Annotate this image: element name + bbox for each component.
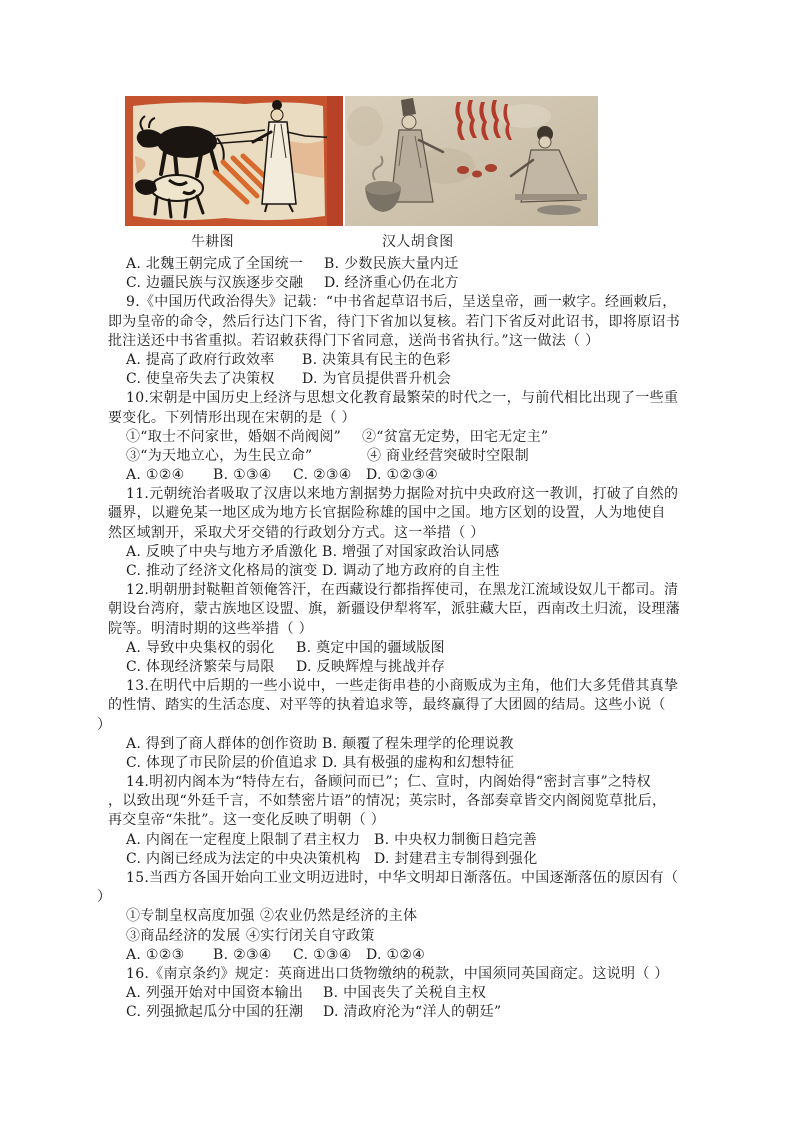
option-c: C. ①③④ bbox=[293, 946, 352, 963]
question-14-stem: 再交皇帝“朱批”。这一变化反映了明朝（ ） bbox=[108, 812, 386, 829]
question-11-stem: 疆界，以避免某一地区成为地方长官据险称雄的国中之国。地方区划的设置，人为地使自 bbox=[108, 505, 666, 522]
option-b: B. 中国丧失了关税自主权 bbox=[323, 985, 487, 1002]
option-d: D. 经济重心仍在北方 bbox=[324, 275, 459, 292]
option-c: C. 体现经济繁荣与局限 bbox=[126, 658, 275, 675]
question-9-stem: 9.《中国历代政治得失》记载：“中书省起草诏书后，呈送皇帝，画一敕字。经画敕后， bbox=[126, 294, 677, 311]
option-d: D. 调动了地方政府的自主性 bbox=[322, 563, 500, 579]
option-a: A. ①②④ bbox=[126, 467, 185, 484]
option-c: C. ②③④ bbox=[293, 467, 352, 484]
question-13-stem: 的性情、踏实的生活态度、对平等的执着追求等，最终赢得了大团圆的结局。这些小说（ bbox=[108, 697, 666, 714]
statement-1: ①“取士不问家世，婚姻不尚阀阅” bbox=[126, 428, 342, 445]
option-c: C. 体现了市民阶层的价值追求 bbox=[126, 754, 318, 771]
option-c: C. 内阁已经成为法定的中央决策机构 bbox=[126, 850, 361, 867]
option-c: C. 使皇帝失去了决策权 bbox=[126, 371, 275, 388]
question-12-stem: 院等。明清时期的这些举措（ ） bbox=[108, 620, 313, 637]
question-10-stem: 10.宋朝是中国历史上经济与思想文化教育最繁荣的时代之一，与前代相比出现了一些重 bbox=[126, 390, 679, 407]
figure-caption-ox-plowing: 牛耕图 bbox=[191, 234, 234, 250]
option-a: A. ①②③ bbox=[126, 946, 185, 963]
question-16-stem: 16.《南京条约》规定：英商进出口货物缴纳的税款，中国须同英国商定。这说明（ ） bbox=[126, 965, 669, 982]
statement-1: ①专制皇权高度加强 bbox=[126, 908, 255, 925]
question-9-options-row bbox=[0, 370, 794, 389]
option-b: B. 增强了对国家政治认同感 bbox=[322, 543, 500, 560]
question-14-options-row bbox=[0, 831, 794, 850]
question-9-options-row bbox=[0, 351, 794, 370]
question-12-stem: 朝设台湾府，蒙古族地区设盟、旗，新疆设伊犁将军，派驻藏大臣，西南改土归流，设理藩 bbox=[108, 601, 680, 618]
question-15-statements-row bbox=[0, 927, 794, 946]
option-d: D. 为官员提供晋升机会 bbox=[302, 371, 452, 388]
statement-2: ②农业仍然是经济的主体 bbox=[260, 908, 418, 925]
statement-4: ④ 商业经营突破时空限制 bbox=[367, 447, 530, 464]
han-hu-food-mural bbox=[345, 96, 598, 226]
option-a: A. 提高了政府行政效率 bbox=[126, 351, 275, 368]
question-8-options-row bbox=[0, 274, 794, 293]
option-b: B. 少数民族大量内迁 bbox=[324, 256, 459, 272]
option-c: C. 列强掀起瓜分中国的狂潮 bbox=[126, 1004, 304, 1021]
option-b: B. 中央权力制衡日趋完善 bbox=[374, 831, 538, 848]
low-table bbox=[515, 194, 587, 200]
option-b: B. 决策具有民主的色彩 bbox=[302, 351, 451, 368]
option-d: D. 具有极强的虚构和幻想特征 bbox=[322, 754, 515, 771]
option-a: A. 列强开始对中国资本输出 bbox=[126, 985, 304, 1002]
option-d: D. 反映辉煌与挑战并存 bbox=[296, 658, 446, 675]
question-15-stem: 15.当西方各国开始向工业文明迈进时，中华文明却日渐落伍。中国逐渐落伍的原因有（ bbox=[126, 870, 679, 886]
statement-2: ②“贫富无定势，田宅无定主” bbox=[362, 428, 549, 445]
option-a: A. 反映了中央与地方矛盾激化 bbox=[126, 543, 318, 560]
question-15-stem: ） bbox=[97, 889, 112, 906]
option-c: C. 推动了经济文化格局的演变 bbox=[126, 563, 318, 579]
option-c: C. 边疆民族与汉族逐步交融 bbox=[126, 275, 304, 292]
question-13-stem: ） bbox=[97, 716, 112, 733]
question-14-stem: ，以致出现“外廷千言，不如禁密片语”的情况；英宗时，各部奏章皆交内阁阅览草批后， bbox=[108, 793, 667, 810]
option-d: D. 清政府沦为“洋人的朝廷” bbox=[323, 1004, 502, 1021]
option-b: B. 奠定中国的疆域版图 bbox=[296, 639, 445, 656]
question-11-stem: 11.元朝统治者吸取了汉唐以来地方割据势力据险对抗中央政府这一教训，打破了自然的 bbox=[126, 486, 679, 503]
option-d: D. ①②④ bbox=[366, 946, 426, 963]
question-13-stem: 13.在明代中后期的一些小说中，一些走街串巷的小商贩成为主角，他们大多凭借其真挚 bbox=[126, 678, 679, 695]
ox-plowing-mural bbox=[125, 96, 343, 226]
question-14-stem: 14.明初内阁本为“特侍左右，备顾问而已”；仁、宣时，内阁始得“密封言事”之特权 bbox=[126, 774, 651, 791]
question-10-options-row bbox=[0, 466, 794, 485]
statement-4: ④实行闭关自守政策 bbox=[246, 927, 375, 944]
option-b: B. 颠覆了程朱理学的伦理说教 bbox=[322, 735, 514, 752]
figure-caption-hu-food: 汉人胡食图 bbox=[382, 234, 454, 250]
question-15-options-row bbox=[0, 946, 794, 965]
question-11-options-row bbox=[0, 562, 794, 581]
question-9-stem: 批注送还中书省重拟。若诏敕获得门下省同意，送尚书省执行。”这一做法（ ） bbox=[108, 332, 600, 349]
question-8-options-row bbox=[0, 255, 794, 274]
statement-3: ③“为天地立心，为生民立命” bbox=[126, 447, 313, 464]
plate bbox=[537, 205, 581, 215]
question-13-options-row bbox=[0, 754, 794, 773]
option-a: A. 内阁在一定程度上限制了君主权力 bbox=[126, 831, 361, 848]
option-a: A. 导致中央集权的弱化 bbox=[126, 639, 275, 656]
question-12-stem: 12.明朝册封鞑靼首领俺答汗，在西藏设行都指挥使司，在黑龙江流域设奴儿干都司。清 bbox=[126, 582, 679, 599]
question-11-stem: 然区域割开，采取犬牙交错的行政划分方式。这一举措（ ） bbox=[108, 524, 485, 541]
question-10-stem: 要变化。下列情形出现在宋朝的是（ ） bbox=[108, 409, 356, 426]
question-14-options-row bbox=[0, 850, 794, 869]
option-d: D. 封建君主专制得到强化 bbox=[374, 850, 538, 867]
question-12-options-row bbox=[0, 639, 794, 658]
option-a: A. 北魏王朝完成了全国统一 bbox=[126, 256, 304, 272]
option-d: D. ①②③④ bbox=[366, 467, 438, 484]
question-10-statements-row bbox=[0, 447, 794, 466]
question-9-stem: 即为皇帝的命令，然后行达门下省，待门下省加以复核。若门下省反对此诏书，即将原诏书 bbox=[108, 313, 680, 330]
question-16-options-row bbox=[0, 1003, 794, 1022]
question-12-options-row bbox=[0, 658, 794, 677]
statement-3: ③商品经济的发展 bbox=[126, 927, 241, 944]
question-list bbox=[0, 255, 794, 1023]
option-b: B. ①③④ bbox=[213, 467, 272, 484]
question-13-options-row bbox=[0, 735, 794, 754]
question-11-options-row bbox=[0, 543, 794, 562]
option-b: B. ②③④ bbox=[213, 946, 272, 963]
question-10-statements-row bbox=[0, 428, 794, 447]
question-15-statements-row bbox=[0, 907, 794, 926]
option-a: A. 得到了商人群体的创作资助 bbox=[126, 735, 318, 752]
question-16-options-row bbox=[0, 984, 794, 1003]
